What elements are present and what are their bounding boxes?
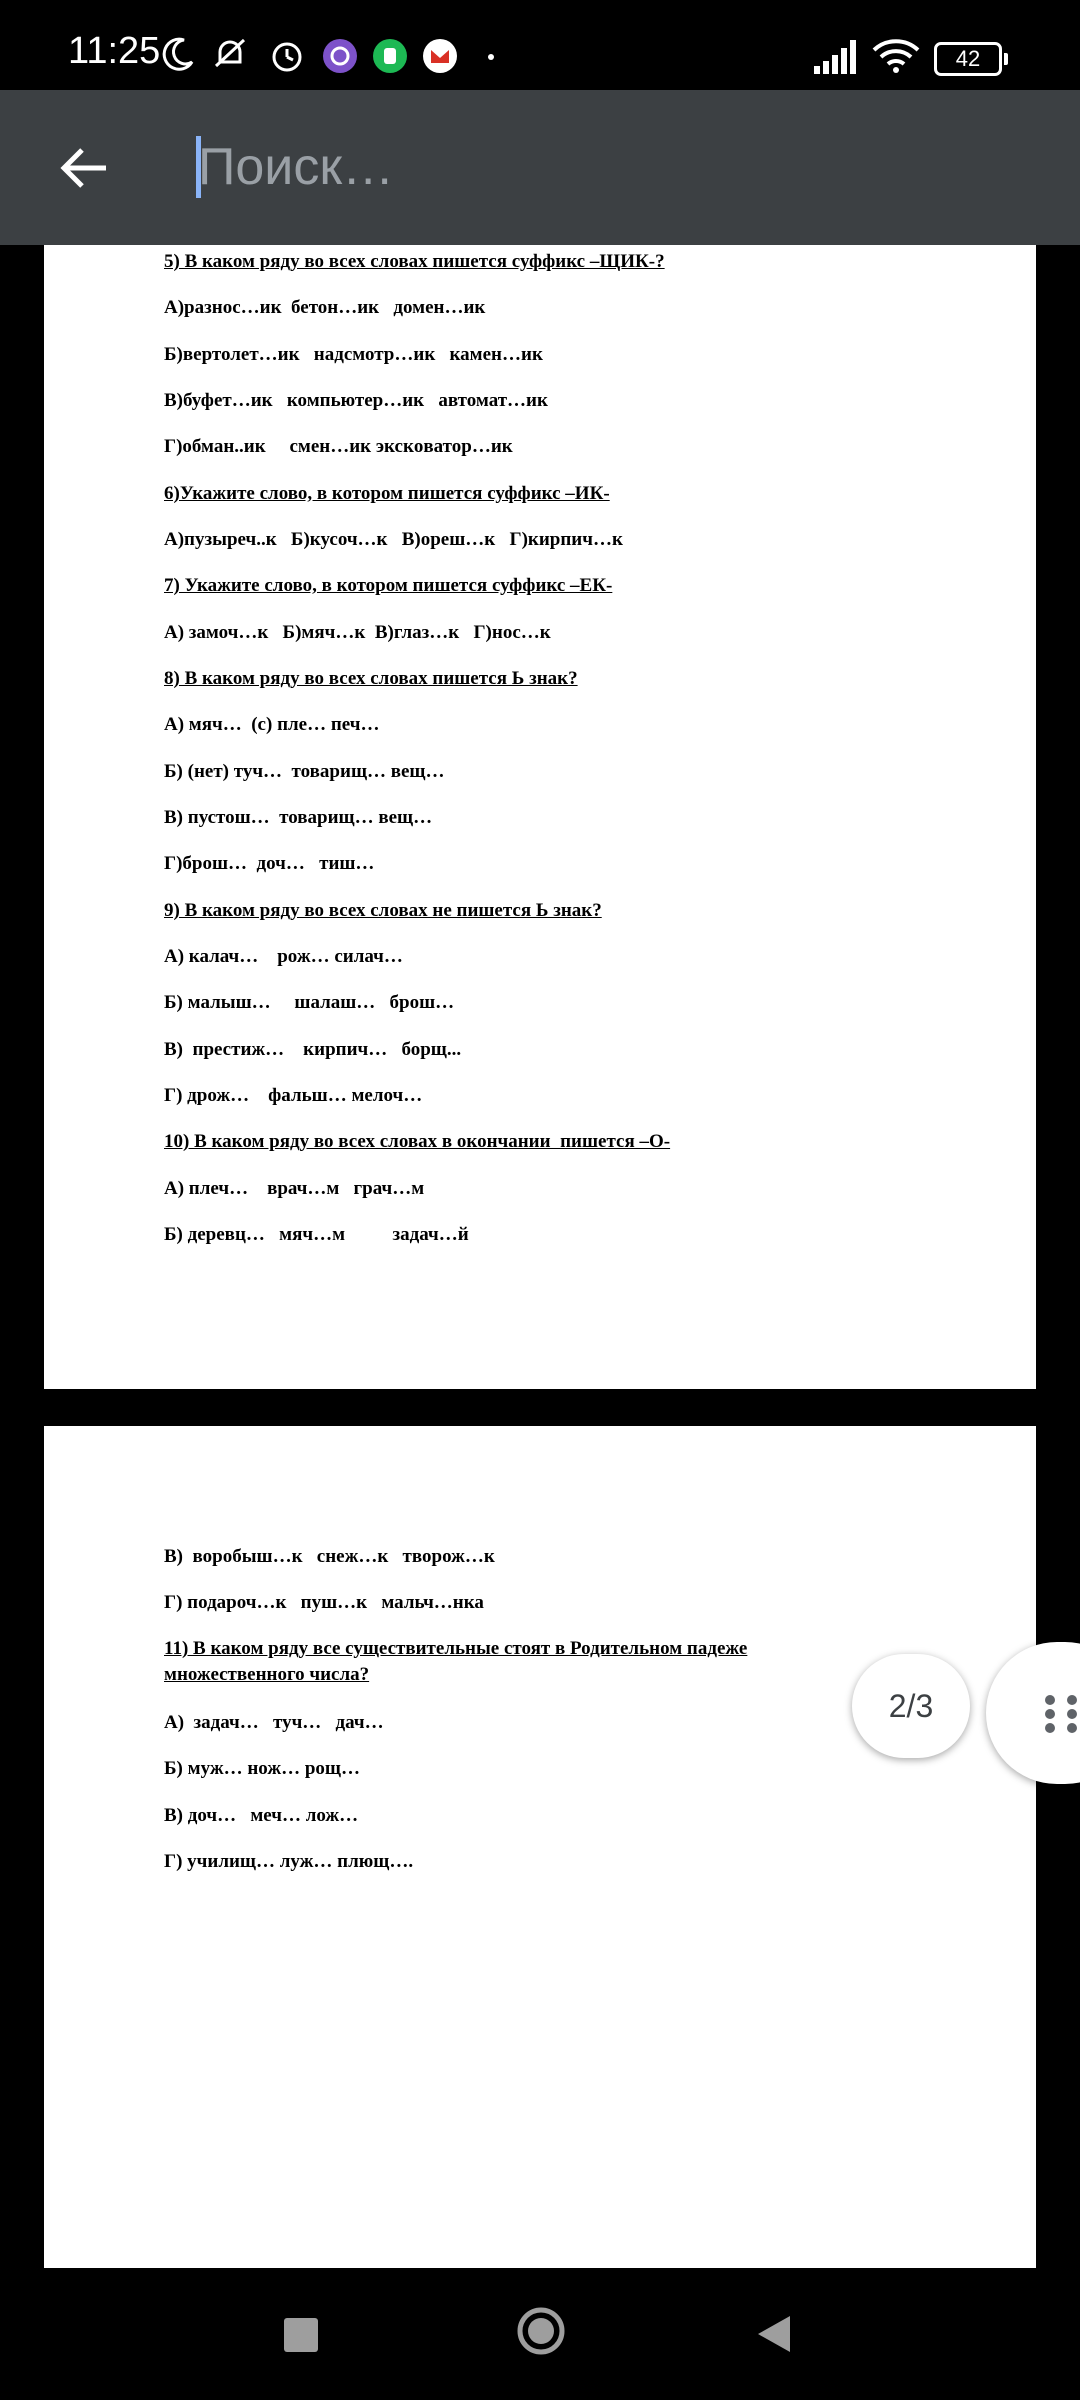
gmail-icon [422, 38, 458, 74]
navigation-bar [0, 2268, 1080, 2400]
answer-line: А) калач… рож… силач… [164, 946, 403, 967]
drag-handle-icon [1043, 1693, 1079, 1735]
recents-square-icon[interactable] [284, 2318, 318, 2352]
question-11: 11) В каком ряду все существительные стоят в Родительном падеже [164, 1638, 748, 1659]
battery-icon: 42 [934, 42, 1002, 76]
mute-notifications-icon [210, 34, 250, 74]
question-11-continued: множественного числа? [164, 1664, 370, 1685]
answer-line: А)пузыреч..к Б)кусоч…к В)ореш…к Г)кирпич…к [164, 529, 623, 550]
answer-line: В) воробыш…к снеж…к творож…к [164, 1546, 495, 1567]
wifi-icon [872, 38, 920, 74]
dot-icon [486, 52, 496, 62]
answer-line: Г) дрож… фальш… мелоч… [164, 1085, 423, 1106]
viber-icon [322, 38, 358, 74]
answer-line: Г)брош… доч… тиш… [164, 853, 375, 874]
back-arrow-icon[interactable] [58, 142, 110, 194]
answer-line: Б) муж… нож… рощ… [164, 1758, 360, 1779]
document-page-1[interactable] [44, 245, 1036, 1389]
question-10: 10) В каком ряду во всех словах в окончании пишется –О- [164, 1131, 671, 1152]
question-9: 9) В каком ряду во всех словах не пишется Ь знак? [164, 900, 602, 921]
document-page-2[interactable] [44, 1426, 1036, 2268]
answer-line: А)разнос…ик бетон…ик домен…ик [164, 297, 486, 318]
status-bar [0, 0, 1080, 90]
answer-line: Г)обман..ик смен…ик экскoватор…ик [164, 436, 513, 457]
alarm-icon [268, 36, 306, 74]
answer-line: В) доч… меч… лож… [164, 1805, 359, 1826]
search-input[interactable] [198, 128, 958, 206]
question-5: 5) В каком ряду во всех словах пишется суффикс –ЩИК-? [164, 251, 665, 272]
answer-line: Б) деревц… мяч…м задач…й [164, 1224, 469, 1245]
shield-app-icon [372, 38, 408, 74]
answer-line: В) престиж… кирпич… борщ... [164, 1039, 462, 1060]
answer-line: В) пустош… товарищ… вещ… [164, 807, 433, 828]
answer-line: Г) подароч…к пуш…к мальч…нка [164, 1592, 484, 1613]
moon-icon [160, 36, 196, 72]
back-triangle-icon[interactable] [756, 2314, 792, 2354]
answer-line: В)буфет…ик компьютер…ик автомат…ик [164, 390, 548, 411]
text-cursor [196, 136, 201, 198]
question-6: 6)Укажите слово, в котором пишется суффикс –ИК- [164, 483, 610, 504]
signal-icon [814, 40, 860, 74]
home-circle-icon[interactable] [516, 2306, 566, 2356]
status-time: 11:25 [68, 30, 161, 72]
answer-line: Б) (нет) туч… товарищ… вещ… [164, 761, 445, 782]
answer-line: А) плеч… врач…м грач…м [164, 1178, 425, 1199]
question-8: 8) В каком ряду во всех словах пишется Ь знак? [164, 668, 578, 689]
answer-line: А) мяч… (с) пле… печ… [164, 714, 380, 735]
answer-line: А) замоч…к Б)мяч…к В)глаз…к Г)нос…к [164, 622, 551, 643]
answer-line: Г) училищ… луж… плющ…. [164, 1851, 414, 1872]
answer-line: Б)вертолет…ик надсмотр…ик камен…ик [164, 344, 543, 365]
question-7: 7) Укажите слово, в котором пишется суффикс –ЕК- [164, 575, 613, 596]
answer-line: А) задач… туч… дач… [164, 1712, 384, 1733]
page-indicator: 2/3 [852, 1654, 970, 1758]
answer-line: Б) малыш… шалаш… брош… [164, 992, 455, 1013]
